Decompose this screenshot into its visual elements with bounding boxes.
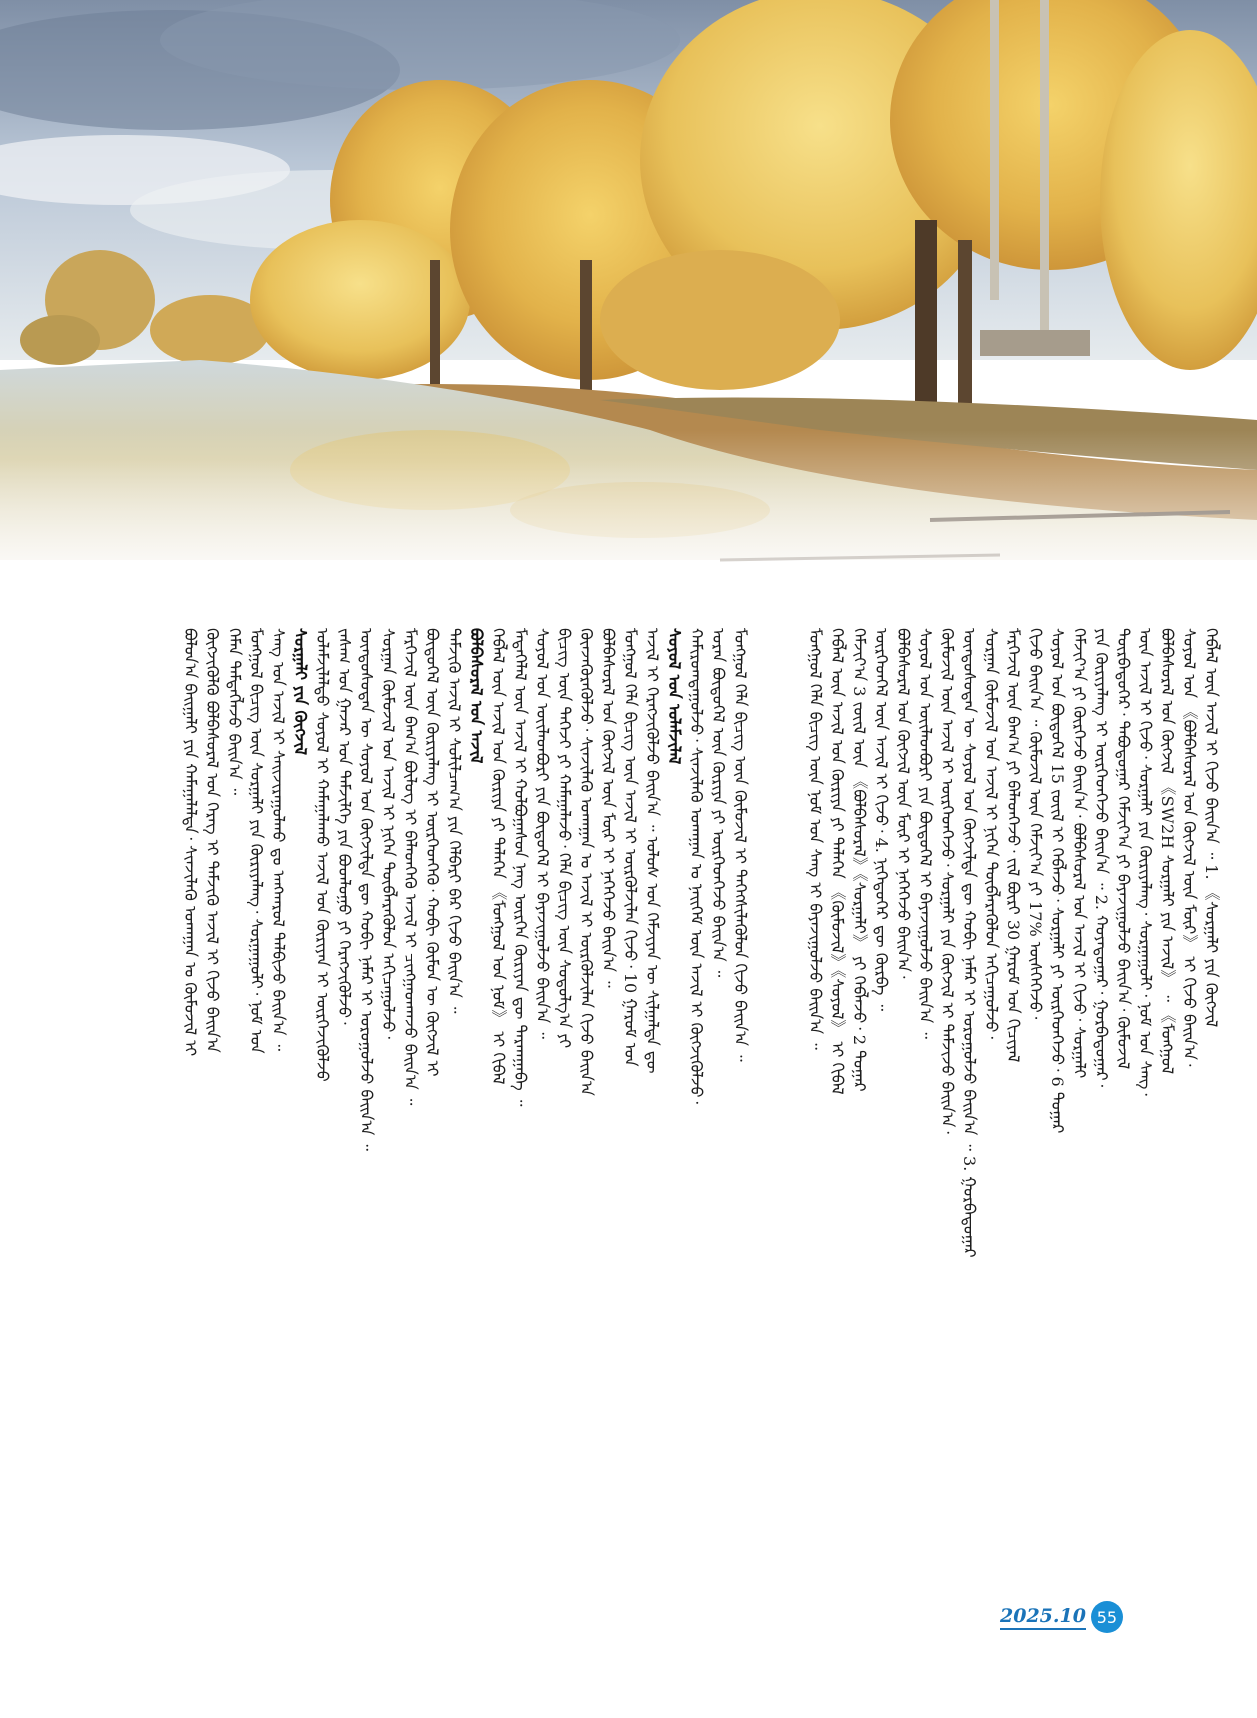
text-column: ᠥᠷᠭᠡᠳᠬᠡᠯ ᠦᠨ ᠠᠵᠢᠯ ᠢ ᠬᠢᠵᠦ᠂ 4. ᠨᠢᠭᠡᠳᠦᠭᠡᠷ ᠳᠦ ᠬᠦᠷᠪᠡ ᠃ [872,628,891,1011]
text-column: ᠳᠥᠷᠪᠡᠳᠦᠭᠡᠷ᠂ ᠲᠠᠪᠤᠳᠤᠭᠠᠷ ᠬᠡᠮᠵᠢᠶ᠎ᠠ ᠶᠢ ᠪᠠᠶᠠᠵᠢᠭᠤᠯᠵᠤ ᠪᠠᠢᠨ᠎ᠠ᠂ ᠬᠦᠮᠦᠵᠢᠯ [1114,628,1133,1070]
text-column: ᠰᠤᠷᠭᠠᠨ ᠬᠦᠮᠦᠵᠢᠯ ᠤᠨ ᠠᠵᠢᠯ ᠢ ᠨᠢᠭᠡᠨ ᠲᠦᠪᠯᠡᠷᠡᠭᠦᠯᠦᠨ ᠠᠬᠢᠴᠠᠭᠤᠯᠵᠤ᠂ [379,628,398,1039]
text-column: ᠪᠣᠯᠪᠠᠰᠤᠷᠠᠯ ᠤᠨ ᠬᠥᠭᠵᠢᠯ ᠦᠨ ᠮᠥᠷ ᠢ ᠨᠡᠭᠡᠭᠡᠵᠦ ᠪᠠᠢᠨ᠎ᠠ ᠃ [599,628,618,988]
article-columns-left [175,628,750,1628]
page-folio [1000,1600,1123,1634]
text-column: ᠪᠣᠯᠪᠠᠰᠤᠷᠠᠯ ᠤᠨ ᠬᠥᠭᠵᠢᠯ 《SW2H ᠰᠤᠷᠭᠠᠯᠢ ᠶᠢᠨ ᠠᠵᠢᠯ》 ᠃ 《ᠮᠣᠩᠭᠣᠯ [1158,628,1177,1075]
text-column: ᠬᠡᠮᠡᠨ ᠲᠡᠮᠳᠡᠭᠯᠡᠵᠦ ᠪᠠᠢᠨ᠎ᠠ ᠃ [225,628,244,796]
text-column: ᠮᠡᠷᠭᠡᠵᠢᠯ ᠦᠨ ᠪᠠᠭ᠎ᠠ ᠶᠢ ᠪᠡᠯᠡᠳᠬᠡᠵᠦ᠂ ᠵᠢᠯ ᠪᠦᠷᠢ 30 ᠭᠠᠷᠤᠮ ᠤᠨ ᠬᠢᠴᠢᠶᠡᠯ [1004,628,1023,1063]
text-column: ᠰᠣᠶᠣᠯ ᠤᠨ ᠦᠢᠯᠡᠳᠪᠦᠷᠢ ᠶᠢᠨ ᠪᠦᠲᠦᠭᠡᠯ ᠢ ᠪᠠᠶᠠᠵᠢᠭᠤᠯᠵᠤ ᠪᠠᠢᠨ᠎ᠠ ᠃ [916,628,935,1039]
text-column: ᠬᠡᠪᠯᠡᠯ ᠦᠨ ᠠᠵᠢᠯ ᠤᠨ ᠬᠦᠷᠢᠶᠡ ᠶᠢ ᠲᠡᠯᠡᠭᠡᠨ 《ᠬᠦᠮᠦᠵᠢᠯ》《ᠰᠣᠶᠣᠯ》 ᠢ ᠬᠢᠪᠡᠯ [828,628,847,1095]
text-column: ᠮᠣᠩᠭᠣᠯ ᠬᠡᠯᠡ ᠪᠢᠴᠢᠭ ᠦᠨ ᠬᠥᠮᠦᠵᠢᠯ ᠢ ᠳᠡᠭᠡᠭᠰᠢᠯᠡᠭᠦᠯᠦᠨ ᠬᠢᠵᠦ ᠪᠠᠢᠨ᠎ᠠ ᠃ [731,628,750,1062]
text-column: ᠰᠠᠩ ᠤᠨ ᠠᠵᠢᠯ ᠢ ᠰᠠᠢᠵᠢᠷᠠᠭᠤᠯᠬᠤ ᠳᠤ ᠠᠩᠬᠠᠷᠤᠯ ᠲᠠᠯᠪᠢᠵᠤ ᠪᠠᠢᠨ᠎ᠠ ᠃ [269,628,288,1052]
text-column: ᠮᠡᠳᠡᠭᠡᠯᠡᠯ ᠦᠨ ᠠᠵᠢᠯ ᠢ ᠬᠣᠯᠪᠣᠭᠠᠰᠤᠨ ᠨᠡᠩ ᠥᠷᠭᠡᠨ ᠬᠦᠷᠢᠶᠡᠨ ᠳᠦ ᠲᠠᠷᠬᠠᠭᠠᠪᠠ ᠃ [511,628,530,1107]
text-column: ᠪᠣᠯᠤᠨ᠎ᠠ ᠪᠠᠢᠭᠠᠯᠢ ᠶᠢᠨ ᠬᠠᠮᠠᠭᠠᠯᠠᠯᠲᠠ᠂ ᠰᠢᠨᠵᠢᠯᠡᠬᠦ ᠤᠬᠠᠭᠠᠨ ᠤ ᠬᠦᠮᠦᠵᠢᠯ ᠢ [181,628,200,1057]
text-column: ᠦᠨ ᠠᠵᠢᠯ ᠢ ᠬᠢᠵᠦ᠂ ᠰᠤᠷᠭᠠᠯᠢ ᠶᠢᠨ ᠬᠦᠷᠢᠶᠡᠯᠡᠩ᠂ ᠰᠤᠷᠭᠠᠭᠤᠯᠢ᠂ ᠨᠣᠮ ᠤᠨ ᠰᠠᠩ᠂ [1136,628,1155,1096]
autumn-river-landscape-icon [0,0,1257,610]
header-photo [0,0,1257,610]
text-column: ᠰᠣᠶᠣᠯ ᠤᠨ ᠦᠢᠯᠡᠳᠪᠦᠷᠢ ᠶᠢᠨ ᠪᠦᠲᠦᠭᠡᠯ ᠢ ᠪᠠᠶᠠᠵᠢᠭᠤᠯᠵᠤ ᠪᠠᠢᠨ᠎ᠠ ᠃ [533,628,552,1039]
section-heading: ᠪᠣᠯᠪᠠᠰᠤᠷᠠᠯ ᠤᠨ ᠠᠵᠢᠯ [467,628,486,764]
text-column: ᠮᠡᠷᠭᠡᠵᠢᠯ ᠦᠨ ᠪᠠᠭ᠎ᠠ ᠪᠦᠯᠦᠭ ᠢ ᠪᠡᠯᠡᠳᠬᠡᠬᠦ ᠠᠵᠢᠯ ᠢ ᠴᠢᠩᠭᠠᠳᠬᠠᠵᠤ ᠪᠠᠢᠨ᠎ᠠ ᠃ [401,628,420,1106]
issue-date: 2025.10 [1000,1605,1086,1630]
section-heading: ᠰᠣᠶᠣᠯ ᠤᠨ ᠤᠯᠠᠮᠵᠢᠯᠠᠯ [665,628,684,765]
text-column: ᠵᠠᠰᠠᠭ ᠤᠨ ᠭᠠᠵᠠᠷ ᠤᠨ ᠳᠡᠮᠵᠢᠯᠭᠡ ᠶᠢᠨ ᠪᠣᠳᠯᠣᠭᠣ ᠶᠢ ᠬᠡᠷᠡᠭᠵᠢᠭᠦᠯᠵᠦ᠂ [335,628,354,1025]
text-column: ᠪᠢᠴᠢᠭ ᠦᠨ ᠳᠡᠭᠡᠵᠢ ᠶᠢ ᠬᠠᠮᠠᠭᠠᠯᠠᠵᠤ᠂ ᠬᠡᠯᠡ ᠪᠢᠴᠢᠭ ᠦᠨ ᠰᠤᠳᠤᠯᠭ᠎ᠠ ᠶᠢ [555,628,574,1049]
section-heading: ᠰᠤᠷᠭᠠᠯᠢ ᠶᠢᠨ ᠬᠥᠭᠵᠢᠯ [291,628,310,756]
text-column: ᠦᠨᠳᠦᠰᠦᠲᠡᠨ ᠦ ᠰᠣᠶᠣᠯ ᠤᠨ ᠬᠥᠭᠵᠢᠯᠲᠡ ᠳᠦ ᠬᠤᠪᠢ ᠨᠡᠮᠡᠷ ᠢ ᠣᠷᠣᠭᠤᠯᠵᠤ ᠪᠠᠢᠨ᠎ᠠ ᠃ 3. ᠭᠤᠷᠪᠠᠳᠤᠭᠠᠷ [960,628,979,1258]
text-column: ᠬᠡᠪᠯᠡᠯ ᠦᠨ ᠠᠵᠢᠯ ᠢ ᠬᠢᠵᠦ ᠪᠠᠢᠨ᠎ᠠ ᠃ 1. 《ᠰᠤᠷᠭᠠᠯᠢ ᠶᠢᠨ ᠬᠥᠭᠵᠢᠯ [1202,628,1221,1028]
text-column: ᠬᠥᠭᠵᠢᠭᠦᠯᠬᠦ ᠪᠣᠯᠪᠠᠰᠤᠷᠠᠯ ᠤᠨ ᠬᠡᠷᠡᠭ ᠢ ᠳᠡᠮᠵᠢᠬᠦ ᠠᠵᠢᠯ ᠢ ᠬᠢᠵᠦ ᠪᠠᠢᠨ᠎ᠠ [203,628,222,1053]
text-column: ᠬᠠᠮᠢᠷᠤᠭᠳᠠᠭᠤᠯᠵᠤ᠂ ᠰᠢᠨᠵᠢᠯᠡᠬᠦ ᠤᠬᠠᠭᠠᠨ ᠤ ᠨᠡᠢᠭᠡᠮ ᠦᠨ ᠠᠵᠢᠯ ᠢ ᠬᠥᠭᠵᠢᠭᠦᠯᠵᠦ᠂ [687,628,706,1104]
text-column: ᠦᠨᠳᠦᠰᠦᠲᠡᠨ ᠦ ᠰᠣᠶᠣᠯ ᠤᠨ ᠬᠥᠭᠵᠢᠯᠲᠡ ᠳᠦ ᠬᠤᠪᠢ ᠨᠡᠮᠡᠷ ᠢ ᠣᠷᠣᠭᠤᠯᠵᠤ ᠪᠠᠢᠨ᠎ᠠ ᠃ [357,628,376,1151]
page-number: 55 [1091,1601,1123,1633]
text-column: ᠰᠤᠷᠭᠠᠨ ᠬᠦᠮᠦᠵᠢᠯ ᠤᠨ ᠠᠵᠢᠯ ᠢ ᠨᠢᠭᠡᠨ ᠲᠦᠪᠯᠡᠷᠡᠭᠦᠯᠦᠨ ᠠᠬᠢᠴᠠᠭᠤᠯᠵᠤ᠂ [982,628,1001,1039]
text-column: ᠮᠣᠩᠭᠣᠯ ᠬᠡᠯᠡ ᠪᠢᠴᠢᠭ ᠦᠨ ᠨᠣᠮ ᠤᠨ ᠰᠠᠩ ᠢ ᠪᠠᠶᠠᠵᠢᠭᠤᠯᠵᠤ ᠪᠠᠢᠨ᠎ᠠ ᠃ [806,628,825,1050]
text-column: ᠳᠡᠮᠵᠢᠬᠦ ᠠᠵᠢᠯ ᠢ ᠰᠣᠯᠢᠯᠴᠠᠭ᠎ᠠ ᠶᠢᠨ ᠬᠡᠯᠪᠡᠷᠢ ᠪᠡᠷ ᠬᠢᠵᠦ ᠪᠠᠢᠨ᠎ᠠ ᠃ [445,628,464,1014]
text-column: ᠬᠢᠵᠦ ᠪᠠᠢᠨ᠎ᠠ ᠃ ᠬᠦᠮᠦᠵᠢᠯ ᠦᠨ ᠬᠡᠮᠵᠢᠶ᠎ᠠ ᠶᠢ 17% ᠥᠰᠭᠡᠭᠡᠵᠦ᠂ [1026,628,1045,1020]
text-column: ᠬᠡᠪᠯᠡᠯ ᠦᠨ ᠠᠵᠢᠯ ᠤᠨ ᠬᠦᠷᠢᠶᠡ ᠶᠢ ᠲᠡᠯᠡᠭᠡᠨ 《ᠮᠣᠩᠭᠣᠯ ᠤᠨ ᠨᠣᠮ》 ᠢ ᠬᠢᠪᠡᠯ [489,628,508,1085]
text-column: ᠮᠣᠩᠭᠣᠯ ᠬᠡᠯᠡ ᠪᠢᠴᠢᠭ ᠦᠨ ᠠᠵᠢᠯ ᠢ ᠦᠷᠭᠦᠯᠵᠢᠯᠡᠨ ᠬᠢᠵᠦ᠂ 10 ᠭᠠᠷᠤᠮ ᠤᠨ [621,628,640,1067]
text-column: ᠪᠣᠯᠪᠠᠰᠤᠷᠠᠯ ᠤᠨ ᠬᠥᠭᠵᠢᠯ ᠦᠨ ᠮᠥᠷ ᠢ ᠨᠡᠭᠡᠭᠡᠵᠦ ᠪᠠᠢᠨ᠎ᠠ᠂ [894,628,913,979]
text-column: ᠬᠡᠮᠵᠢᠶ᠎ᠠ 3 ᠵᠦᠢᠯ ᠦᠨ 《ᠪᠣᠯᠪᠠᠰᠤᠷᠠᠯ》《ᠰᠤᠷᠭᠠᠯᠢ》 ᠶᠢ ᠬᠡᠪᠯᠡᠵᠦ᠂ 2 ᠳᠤᠭᠠᠷ [850,628,869,1092]
text-column: ᠰᠣᠶᠣᠯ ᠤᠨ 《ᠪᠣᠯᠪᠠᠰᠤᠷᠠᠯ ᠤᠨ ᠬᠥᠭᠵᠢᠯ ᠦᠨ ᠮᠥᠷ》 ᠢ ᠬᠢᠵᠦ ᠪᠠᠢᠨ᠎ᠠ᠂ [1180,628,1199,1067]
text-column: ᠮᠣᠩᠭᠣᠯ ᠪᠢᠴᠢᠭ ᠦᠨ ᠰᠤᠷᠭᠠᠯᠢ ᠶᠢᠨ ᠬᠦᠷᠢᠶᠡᠯᠡᠩ᠂ ᠰᠤᠷᠭᠠᠭᠤᠯᠢ᠂ ᠨᠣᠮ ᠤᠨ [247,628,266,1054]
text-column: ᠰᠣᠶᠣᠯ ᠤᠨ ᠪᠦᠲᠦᠭᠡᠯ 15 ᠵᠦᠢᠯ ᠢ ᠬᠡᠪᠯᠡᠵᠦ᠂ ᠰᠤᠷᠭᠠᠯᠢ ᠶᠢ ᠥᠷᠭᠡᠳᠬᠡᠵᠦ᠂ 6 ᠳᠤᠭᠠᠷ [1048,628,1067,1134]
text-column: ᠬᠡᠮᠵᠢᠶ᠎ᠠ ᠶᠢ ᠬᠦᠷᠭᠡᠵᠦ ᠪᠠᠢᠨ᠎ᠠ᠂ ᠪᠣᠯᠪᠠᠰᠤᠷᠠᠯ ᠤᠨ ᠠᠵᠢᠯ ᠢ ᠬᠢᠵᠦ᠂ ᠰᠤᠷᠭᠠᠯᠢ [1070,628,1089,1079]
text-column: ᠭᠦᠨᠵᠡᠭᠦᠷᠡᠭᠦᠯᠵᠦ᠂ ᠰᠢᠨᠵᠢᠯᠡᠬᠦ ᠤᠬᠠᠭᠠᠨ ᠤ ᠠᠵᠢᠯ ᠢ ᠦᠷᠭᠦᠯᠵᠢᠯᠡᠨ ᠬᠢᠵᠦ ᠪᠠᠢᠨ᠎ᠠ [577,628,596,1096]
text-column: ᠬᠦᠮᠦᠵᠢᠯ ᠦᠨ ᠠᠵᠢᠯ ᠢ ᠥᠷᠭᠡᠳᠬᠡᠵᠦ᠂ ᠰᠤᠷᠭᠠᠯᠢ ᠶᠢᠨ ᠬᠥᠭᠵᠢᠯ ᠢ ᠳᠡᠮᠵᠢᠵᠦ ᠪᠠᠢᠨ᠎ᠠ᠂ [938,628,957,1134]
text-column: ᠠᠵᠢᠯ ᠢ ᠬᠡᠷᠡᠭᠵᠢᠭᠦᠯᠵᠦ ᠪᠠᠢᠨ᠎ᠠ ᠃ ᠤᠯᠤᠰ ᠤᠨ ᠬᠡᠮᠵᠢᠶᠡᠨ ᠦ ᠰᠢᠯᠭᠠᠯᠲᠠ ᠳᠦ [643,628,662,1074]
text-column: ᠤᠷᠠᠨ ᠪᠦᠲᠦᠭᠡᠯ ᠦᠨ ᠬᠦᠷᠢᠶᠡ ᠶᠢ ᠥᠷᠭᠡᠳᠬᠡᠵᠦ ᠪᠠᠢᠨ᠎ᠠ ᠃ [709,628,728,978]
text-column: ᠶᠢᠨ ᠬᠦᠷᠢᠶᠡᠯᠡᠩ ᠢ ᠥᠷᠭᠡᠳᠬᠡᠵᠦ ᠪᠠᠢᠨ᠎ᠠ ᠃ 2. ᠬᠣᠶᠠᠳᠤᠭᠠᠷ᠂ ᠭᠤᠷᠪᠠᠳᠤᠭᠠᠷ᠂ [1092,628,1111,1088]
text-column: ᠤᠯᠠᠮᠵᠢᠯᠠᠯᠲᠤ ᠰᠣᠶᠣᠯ ᠢ ᠬᠠᠮᠠᠭᠠᠯᠠᠬᠤ ᠠᠵᠢᠯ ᠤᠨ ᠬᠦᠷᠢᠶᠡᠨ ᠢ ᠦᠷᠭᠡᠵᠢᠭᠦᠯᠵᠦ [313,628,332,1082]
text-column: ᠪᠦᠲᠦᠭᠡᠯ ᠦᠨ ᠬᠦᠷᠢᠶᠡᠯᠡᠩ ᠢ ᠥᠷᠭᠡᠳᠬᠡᠬᠦ᠂ ᠬᠤᠪᠢ ᠬᠦᠮᠦᠨ ᠦ ᠬᠥᠭᠵᠢᠯ ᠢ [423,628,442,1077]
